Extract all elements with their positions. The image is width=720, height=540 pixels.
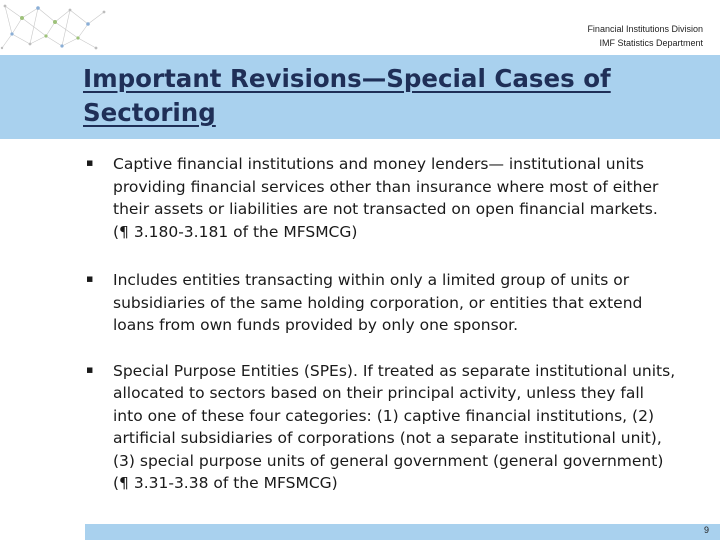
footer-bar bbox=[85, 524, 720, 540]
header-organization bbox=[587, 22, 703, 50]
bullet-line: Includes entities transacting within only a limited group of units or bbox=[113, 271, 630, 289]
bullet-list bbox=[86, 153, 696, 495]
slide-title bbox=[83, 62, 643, 130]
network-graphic bbox=[0, 0, 110, 55]
square-bullet-icon: ▪ bbox=[86, 272, 94, 285]
bullet-line: subsidiaries of the same holding corporation, or entities that extend bbox=[113, 293, 643, 312]
title-line-1: Important Revisions—Special Cases of bbox=[83, 64, 611, 93]
bullet-limited-group bbox=[86, 269, 696, 337]
bullet-line: Special Purpose Entities (SPEs). If treated as separate institutional units, bbox=[113, 361, 676, 380]
title-line-2: Sectoring bbox=[83, 98, 216, 127]
bullet-line: artificial subsidiaries of corporations (not a separate institutional unit), bbox=[113, 429, 662, 447]
bullet-line: their assets or liabilities are not transacted on open financial markets. bbox=[113, 200, 658, 218]
org-department: IMF Statistics Department bbox=[599, 38, 703, 48]
square-bullet-icon: ▪ bbox=[86, 362, 94, 376]
bullet-line: allocated to sectors based on their principal activity, unless they fall bbox=[113, 384, 644, 402]
page-number: 9 bbox=[703, 525, 709, 535]
bullet-line: (¶ 3.180-3.181 of the MFSMCG) bbox=[113, 222, 358, 241]
bullet-line: into one of these four categories: (1) captive financial institutions, (2) bbox=[113, 406, 654, 425]
bullet-captive-institutions bbox=[86, 153, 696, 243]
org-division: Financial Institutions Division bbox=[587, 24, 703, 34]
bullet-line: (3) special purpose units of general government (general government) bbox=[113, 451, 664, 470]
bullet-line: providing financial services other than insurance where most of either bbox=[113, 177, 659, 196]
bullet-line: Captive financial institutions and money lenders— institutional units bbox=[113, 155, 644, 173]
bullet-special-purpose-entities bbox=[86, 360, 696, 495]
bullet-line: (¶ 3.31-3.38 of the MFSMCG) bbox=[113, 474, 338, 492]
bullet-line: loans from own funds provided by only one sponsor. bbox=[113, 316, 519, 334]
square-bullet-icon: ▪ bbox=[86, 156, 94, 169]
